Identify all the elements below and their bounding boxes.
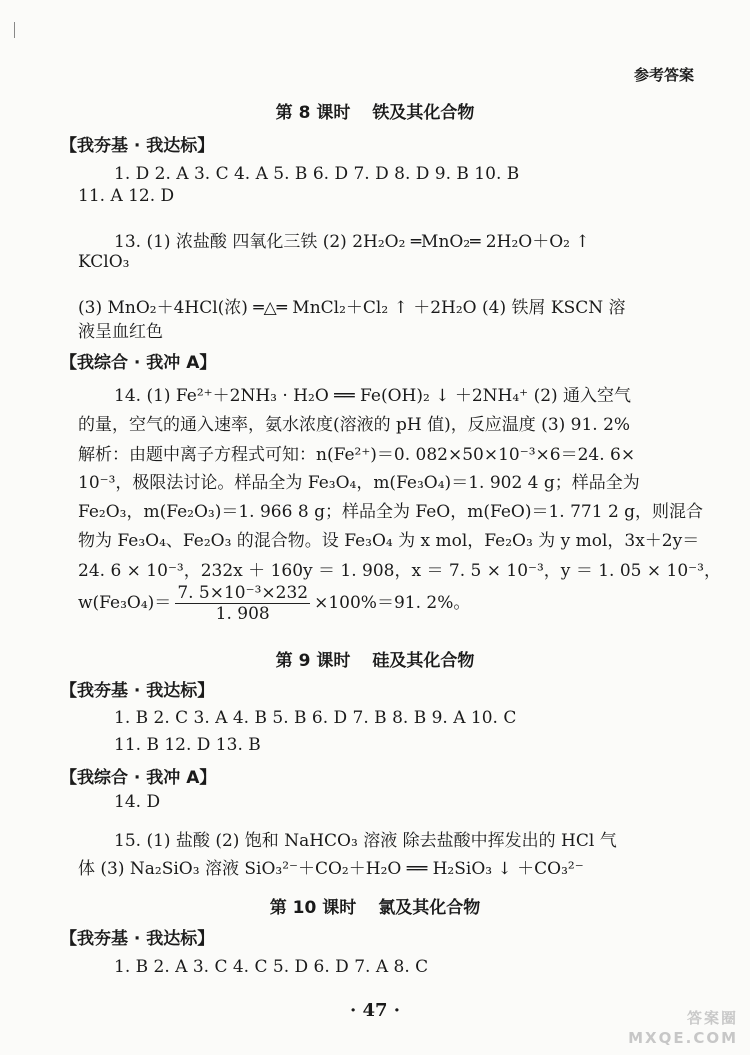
section-8-title: 第 8 课时 <box>275 103 351 123</box>
s8-line-8: 的量，空气的通入速率，氨水浓度(溶液的 pH 值)，反应温度 (3) 91. 2% <box>78 415 631 435</box>
s8-line-12: 物为 Fe₃O₄、Fe₂O₃ 的混合物。设 Fe₃O₄ 为 x mol，Fe₂O₃ 为 y mol，3x＋2y＝ <box>78 531 700 551</box>
s10-line-1: 1. B 2. A 3. C 4. C 5. D 6. D 7. A 8. C <box>114 957 429 977</box>
s8-line-5: (3) MnO₂＋4HCl(浓) ═△═ MnCl₂＋Cl₂ ↑ ＋2H₂O (4) 铁屑 KSCN 溶 <box>78 298 626 318</box>
watermark-bottom: MXQE.COM <box>628 1029 738 1047</box>
mass-fraction-rhs: ×100%＝91. 2%。 <box>314 593 471 613</box>
s9-line-1: 1. B 2. C 3. A 4. B 5. B 6. D 7. B 8. B 9. A 10. C <box>114 708 517 728</box>
s9-line-2: 11. B 12. D 13. B <box>114 735 261 755</box>
s8-line-7: 14. (1) Fe²⁺＋2NH₃ · H₂O ══ Fe(OH)₂ ↓ ＋2NH₄⁺ (2) 通入空气 <box>114 386 632 406</box>
s8-line-1: 1. D 2. A 3. C 4. A 5. B 6. D 7. D 8. D 9. B 10. B <box>114 164 520 184</box>
section-8-topic: 铁及其化合物 <box>372 103 475 123</box>
s8-line-9: 解析：由题中离子方程式可知：n(Fe²⁺)＝0. 082×50×10⁻³×6＝24. 6× <box>78 445 636 465</box>
s8-line-13: 24. 6 × 10⁻³，232x ＋ 160y ＝ 1. 908，x ＝ 7. 5 × 10⁻³，y ＝ 1. 05 × 10⁻³， <box>78 561 721 581</box>
s9-line-3: 14. D <box>114 792 161 812</box>
s8-line-3: 13. (1) 浓盐酸 四氧化三铁 (2) 2H₂O₂ ═MnO₂═ 2H₂O＋O₂ ↑ <box>114 232 590 252</box>
section-9-heading <box>0 646 750 671</box>
s8-line-4: KClO₃ <box>78 252 130 272</box>
running-header: 参考答案 <box>633 66 694 84</box>
top-edge-mark <box>14 22 15 38</box>
fraction <box>175 583 310 624</box>
s9-line-5: 体 (3) Na₂SiO₃ 溶液 SiO₃²⁻＋CO₂＋H₂O ══ H₂SiO₃ ↓ ＋CO₃²⁻ <box>78 859 584 879</box>
section-8-heading <box>0 98 750 123</box>
fraction-denominator: 1. 908 <box>215 604 270 624</box>
s8-line-2: 11. A 12. D <box>78 186 175 206</box>
section-9-block-basic: 【我夯基 · 我达标】 <box>60 681 215 701</box>
s9-line-4: 15. (1) 盐酸 (2) 饱和 NaHCO₃ 溶液 除去盐酸中挥发出的 HCl 气 <box>114 831 617 851</box>
watermark <box>628 1008 738 1048</box>
section-10-topic: 氯及其化合物 <box>378 898 481 918</box>
watermark-top: 答案圈 <box>686 1009 738 1027</box>
mass-fraction-lhs: w(Fe₃O₄)＝ <box>78 593 172 613</box>
section-10-block-basic: 【我夯基 · 我达标】 <box>60 929 215 949</box>
s8-line-14 <box>78 583 470 624</box>
fraction-numerator: 7. 5×10⁻³×232 <box>177 583 309 603</box>
section-8-block-advanced: 【我综合 · 我冲 A】 <box>60 353 217 373</box>
s8-line-6: 液呈血红色 <box>78 322 163 342</box>
section-10-title: 第 10 课时 <box>269 898 357 918</box>
section-8-block-basic: 【我夯基 · 我达标】 <box>60 136 215 156</box>
section-9-title: 第 9 课时 <box>275 651 351 671</box>
s8-line-11: Fe₂O₃，m(Fe₂O₃)＝1. 966 8 g；样品全为 FeO，m(FeO)＝1. 771 2 g，则混合 <box>78 502 704 522</box>
section-9-block-advanced: 【我综合 · 我冲 A】 <box>60 768 217 788</box>
page-number: · 47 · <box>349 1000 401 1021</box>
section-9-topic: 硅及其化合物 <box>372 651 475 671</box>
section-10-heading <box>0 893 750 918</box>
s8-line-10: 10⁻³，极限法讨论。样品全为 Fe₃O₄，m(Fe₃O₄)＝1. 902 4 g；样品全为 <box>78 473 640 493</box>
